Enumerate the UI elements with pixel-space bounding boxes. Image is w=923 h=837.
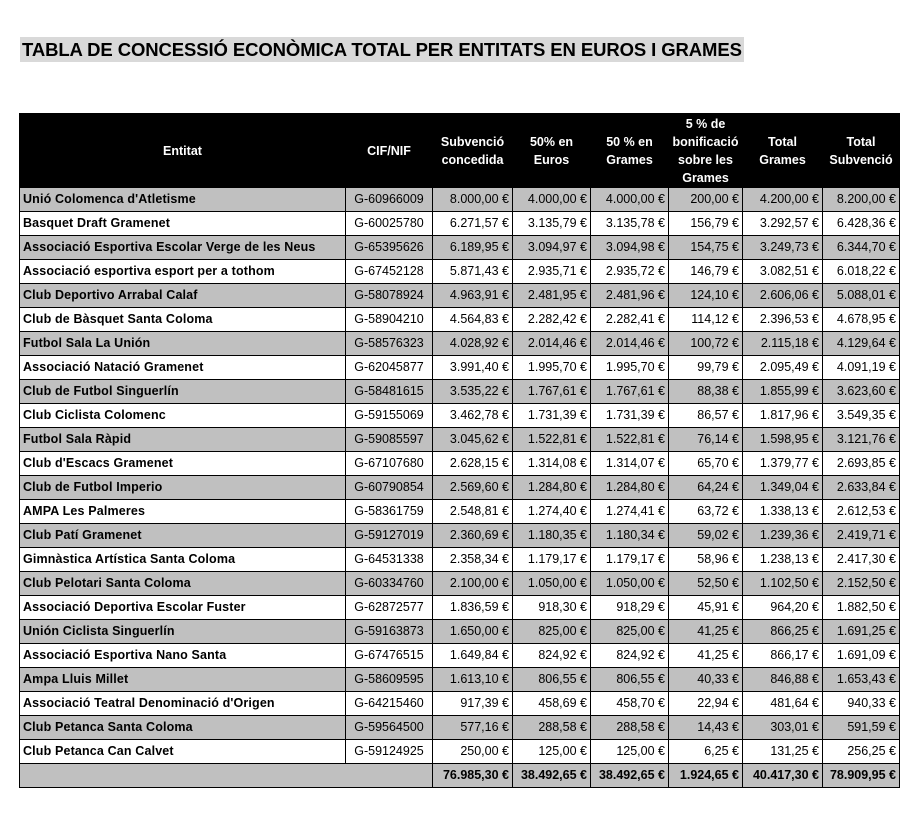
cell-grames: 2.014,46 € — [591, 332, 669, 356]
cell-grames: 825,00 € — [591, 620, 669, 644]
cell-cif: G-59127019 — [346, 524, 433, 548]
cell-subvencio: 2.358,34 € — [433, 548, 513, 572]
table-row — [20, 572, 900, 596]
cell-total-grames: 2.396,53 € — [743, 308, 823, 332]
cell-grames: 1.314,07 € — [591, 452, 669, 476]
cell-total-subvencio: 1.882,50 € — [823, 596, 900, 620]
cell-euros: 825,00 € — [513, 620, 591, 644]
cell-grames: 806,55 € — [591, 668, 669, 692]
cell-total-subvencio: 6.018,22 € — [823, 260, 900, 284]
cell-entitat: AMPA Les Palmeres — [20, 500, 346, 524]
cell-grames: 1.995,70 € — [591, 356, 669, 380]
total-subvencio-sum: 76.985,30 € — [433, 764, 513, 788]
cell-total-grames: 131,25 € — [743, 740, 823, 764]
cell-cif: G-62045877 — [346, 356, 433, 380]
header-row — [20, 114, 900, 188]
header-subvencio: Subvenció concedida — [433, 114, 513, 188]
cell-euros: 1.179,17 € — [513, 548, 591, 572]
cell-bonificacio: 41,25 € — [669, 620, 743, 644]
cell-total-grames: 1.598,95 € — [743, 428, 823, 452]
cell-cif: G-60790854 — [346, 476, 433, 500]
cell-cif: G-58576323 — [346, 332, 433, 356]
cell-cif: G-67476515 — [346, 644, 433, 668]
cell-entitat: Futbol Sala Ràpid — [20, 428, 346, 452]
table-row — [20, 452, 900, 476]
cell-cif: G-59155069 — [346, 404, 433, 428]
cell-grames: 1.731,39 € — [591, 404, 669, 428]
total-grames-sum: 40.417,30 € — [743, 764, 823, 788]
cell-entitat: Futbol Sala La Unión — [20, 332, 346, 356]
cell-entitat: Associació esportiva esport per a tothom — [20, 260, 346, 284]
cell-grames: 824,92 € — [591, 644, 669, 668]
cell-total-grames: 3.292,57 € — [743, 212, 823, 236]
cell-subvencio: 2.100,00 € — [433, 572, 513, 596]
table-row — [20, 500, 900, 524]
cell-euros: 3.135,79 € — [513, 212, 591, 236]
cell-total-grames: 846,88 € — [743, 668, 823, 692]
header-entitat: Entitat — [20, 114, 346, 188]
cell-entitat: Club Petanca Santa Coloma — [20, 716, 346, 740]
cell-total-subvencio: 4.091,19 € — [823, 356, 900, 380]
cell-euros: 1.522,81 € — [513, 428, 591, 452]
table-row — [20, 668, 900, 692]
cell-bonificacio: 41,25 € — [669, 644, 743, 668]
cell-entitat: Associació Natació Gramenet — [20, 356, 346, 380]
cell-grames: 2.481,96 € — [591, 284, 669, 308]
cell-euros: 918,30 € — [513, 596, 591, 620]
cell-total-grames: 1.379,77 € — [743, 452, 823, 476]
cell-subvencio: 1.649,84 € — [433, 644, 513, 668]
cell-grames: 1.179,17 € — [591, 548, 669, 572]
cell-bonificacio: 146,79 € — [669, 260, 743, 284]
table-row — [20, 740, 900, 764]
cell-entitat: Associació Esportiva Nano Santa — [20, 644, 346, 668]
table-row — [20, 404, 900, 428]
cell-total-grames: 866,17 € — [743, 644, 823, 668]
cell-bonificacio: 154,75 € — [669, 236, 743, 260]
cell-entitat: Club Patí Gramenet — [20, 524, 346, 548]
cell-total-subvencio: 1.691,09 € — [823, 644, 900, 668]
cell-grames: 288,58 € — [591, 716, 669, 740]
cell-bonificacio: 59,02 € — [669, 524, 743, 548]
cell-total-grames: 866,25 € — [743, 620, 823, 644]
cell-entitat: Associació Teatral Denominació d'Origen — [20, 692, 346, 716]
cell-bonificacio: 99,79 € — [669, 356, 743, 380]
cell-entitat: Club Petanca Can Calvet — [20, 740, 346, 764]
page-title: TABLA DE CONCESSIÓ ECONÒMICA TOTAL PER ENTITATS EN EUROS I GRAMES — [22, 39, 742, 60]
table-row — [20, 716, 900, 740]
cell-euros: 2.014,46 € — [513, 332, 591, 356]
cell-cif: G-65395626 — [346, 236, 433, 260]
cell-euros: 1.284,80 € — [513, 476, 591, 500]
cell-grames: 1.284,80 € — [591, 476, 669, 500]
cell-entitat: Associació Esportiva Escolar Verge de les Neus — [20, 236, 346, 260]
cell-bonificacio: 64,24 € — [669, 476, 743, 500]
cell-entitat: Club de Futbol Singuerlín — [20, 380, 346, 404]
cell-bonificacio: 40,33 € — [669, 668, 743, 692]
cell-euros: 1.050,00 € — [513, 572, 591, 596]
totals-blank-cell — [20, 764, 433, 788]
table-row — [20, 596, 900, 620]
cell-subvencio: 1.613,10 € — [433, 668, 513, 692]
cell-total-subvencio: 591,59 € — [823, 716, 900, 740]
cell-entitat: Club de Bàsquet Santa Coloma — [20, 308, 346, 332]
cell-bonificacio: 22,94 € — [669, 692, 743, 716]
cell-total-grames: 2.115,18 € — [743, 332, 823, 356]
cell-cif: G-64531338 — [346, 548, 433, 572]
cell-total-grames: 1.338,13 € — [743, 500, 823, 524]
header-euros: 50% en Euros — [513, 114, 591, 188]
cell-entitat: Club Pelotari Santa Coloma — [20, 572, 346, 596]
cell-entitat: Associació Deportiva Escolar Fuster — [20, 596, 346, 620]
cell-cif: G-59564500 — [346, 716, 433, 740]
cell-total-subvencio: 256,25 € — [823, 740, 900, 764]
table-row — [20, 692, 900, 716]
cell-cif: G-58361759 — [346, 500, 433, 524]
cell-euros: 2.935,71 € — [513, 260, 591, 284]
cell-euros: 4.000,00 € — [513, 188, 591, 212]
cell-entitat: Ampa Lluis Millet — [20, 668, 346, 692]
cell-total-grames: 2.606,06 € — [743, 284, 823, 308]
cell-bonificacio: 86,57 € — [669, 404, 743, 428]
cell-grames: 3.135,78 € — [591, 212, 669, 236]
cell-cif: G-58904210 — [346, 308, 433, 332]
cell-total-subvencio: 3.623,60 € — [823, 380, 900, 404]
table-body — [20, 188, 900, 788]
table-row — [20, 356, 900, 380]
cell-total-subvencio: 6.428,36 € — [823, 212, 900, 236]
table-row — [20, 260, 900, 284]
cell-subvencio: 2.628,15 € — [433, 452, 513, 476]
cell-entitat: Unión Ciclista Singuerlín — [20, 620, 346, 644]
cell-total-grames: 1.349,04 € — [743, 476, 823, 500]
cell-euros: 458,69 € — [513, 692, 591, 716]
cell-bonificacio: 58,96 € — [669, 548, 743, 572]
cell-total-subvencio: 3.121,76 € — [823, 428, 900, 452]
table-row — [20, 524, 900, 548]
cell-euros: 2.481,95 € — [513, 284, 591, 308]
table-row — [20, 212, 900, 236]
total-grames-half-sum: 38.492,65 € — [591, 764, 669, 788]
table-row — [20, 380, 900, 404]
table-header — [20, 114, 900, 188]
cell-subvencio: 2.548,81 € — [433, 500, 513, 524]
table-row — [20, 476, 900, 500]
cell-total-subvencio: 1.691,25 € — [823, 620, 900, 644]
cell-cif: G-58609595 — [346, 668, 433, 692]
table-row — [20, 644, 900, 668]
header-grames: 50 % en Grames — [591, 114, 669, 188]
cell-total-subvencio: 8.200,00 € — [823, 188, 900, 212]
cell-bonificacio: 76,14 € — [669, 428, 743, 452]
cell-total-grames: 303,01 € — [743, 716, 823, 740]
cell-subvencio: 4.963,91 € — [433, 284, 513, 308]
cell-entitat: Club Deportivo Arrabal Calaf — [20, 284, 346, 308]
cell-euros: 2.282,42 € — [513, 308, 591, 332]
cell-total-subvencio: 940,33 € — [823, 692, 900, 716]
header-total-subvencio: Total Subvenció — [823, 114, 900, 188]
cell-bonificacio: 65,70 € — [669, 452, 743, 476]
table-row — [20, 236, 900, 260]
table-row — [20, 308, 900, 332]
cell-bonificacio: 114,12 € — [669, 308, 743, 332]
cell-euros: 1.314,08 € — [513, 452, 591, 476]
concession-table — [19, 113, 900, 788]
cell-euros: 125,00 € — [513, 740, 591, 764]
cell-total-subvencio: 2.152,50 € — [823, 572, 900, 596]
table-row — [20, 188, 900, 212]
table-row — [20, 620, 900, 644]
header-bonificacio: 5 % de bonificació sobre les Grames — [669, 114, 743, 188]
total-subvencio-grand: 78.909,95 € — [823, 764, 900, 788]
table-row — [20, 332, 900, 356]
cell-cif: G-67107680 — [346, 452, 433, 476]
cell-euros: 288,58 € — [513, 716, 591, 740]
cell-grames: 2.935,72 € — [591, 260, 669, 284]
cell-subvencio: 2.360,69 € — [433, 524, 513, 548]
cell-subvencio: 6.271,57 € — [433, 212, 513, 236]
cell-subvencio: 4.564,83 € — [433, 308, 513, 332]
cell-subvencio: 8.000,00 € — [433, 188, 513, 212]
cell-subvencio: 3.991,40 € — [433, 356, 513, 380]
cell-total-grames: 964,20 € — [743, 596, 823, 620]
cell-total-subvencio: 2.419,71 € — [823, 524, 900, 548]
cell-euros: 3.094,97 € — [513, 236, 591, 260]
cell-cif: G-67452128 — [346, 260, 433, 284]
cell-total-subvencio: 2.633,84 € — [823, 476, 900, 500]
cell-total-subvencio: 2.417,30 € — [823, 548, 900, 572]
cell-subvencio: 917,39 € — [433, 692, 513, 716]
cell-cif: G-60025780 — [346, 212, 433, 236]
table-row — [20, 284, 900, 308]
header-cif: CIF/NIF — [346, 114, 433, 188]
cell-entitat: Gimnàstica Artística Santa Coloma — [20, 548, 346, 572]
cell-total-subvencio: 1.653,43 € — [823, 668, 900, 692]
cell-euros: 824,92 € — [513, 644, 591, 668]
cell-euros: 1.767,61 € — [513, 380, 591, 404]
cell-bonificacio: 6,25 € — [669, 740, 743, 764]
cell-total-grames: 3.082,51 € — [743, 260, 823, 284]
header-total-grames: Total Grames — [743, 114, 823, 188]
cell-total-grames: 481,64 € — [743, 692, 823, 716]
cell-cif: G-59124925 — [346, 740, 433, 764]
cell-subvencio: 2.569,60 € — [433, 476, 513, 500]
cell-entitat: Club Ciclista Colomenc — [20, 404, 346, 428]
cell-bonificacio: 156,79 € — [669, 212, 743, 236]
cell-entitat: Club de Futbol Imperio — [20, 476, 346, 500]
totals-row — [20, 764, 900, 788]
cell-subvencio: 4.028,92 € — [433, 332, 513, 356]
table-row — [20, 548, 900, 572]
cell-cif: G-62872577 — [346, 596, 433, 620]
cell-euros: 1.995,70 € — [513, 356, 591, 380]
cell-bonificacio: 63,72 € — [669, 500, 743, 524]
cell-subvencio: 3.462,78 € — [433, 404, 513, 428]
cell-grames: 1.050,00 € — [591, 572, 669, 596]
cell-total-grames: 1.239,36 € — [743, 524, 823, 548]
cell-entitat: Basquet Draft Gramenet — [20, 212, 346, 236]
total-euros-sum: 38.492,65 € — [513, 764, 591, 788]
cell-cif: G-59163873 — [346, 620, 433, 644]
cell-euros: 1.180,35 € — [513, 524, 591, 548]
cell-bonificacio: 124,10 € — [669, 284, 743, 308]
cell-bonificacio: 88,38 € — [669, 380, 743, 404]
cell-cif: G-59085597 — [346, 428, 433, 452]
cell-total-subvencio: 3.549,35 € — [823, 404, 900, 428]
cell-total-subvencio: 4.129,64 € — [823, 332, 900, 356]
cell-subvencio: 6.189,95 € — [433, 236, 513, 260]
cell-subvencio: 3.045,62 € — [433, 428, 513, 452]
cell-subvencio: 1.836,59 € — [433, 596, 513, 620]
cell-total-subvencio: 2.693,85 € — [823, 452, 900, 476]
cell-entitat: Unió Colomenca d'Atletisme — [20, 188, 346, 212]
cell-subvencio: 5.871,43 € — [433, 260, 513, 284]
cell-total-grames: 1.102,50 € — [743, 572, 823, 596]
cell-bonificacio: 14,43 € — [669, 716, 743, 740]
total-bonificacio-sum: 1.924,65 € — [669, 764, 743, 788]
cell-total-grames: 3.249,73 € — [743, 236, 823, 260]
cell-bonificacio: 200,00 € — [669, 188, 743, 212]
cell-euros: 806,55 € — [513, 668, 591, 692]
cell-total-subvencio: 4.678,95 € — [823, 308, 900, 332]
cell-bonificacio: 100,72 € — [669, 332, 743, 356]
cell-total-grames: 1.817,96 € — [743, 404, 823, 428]
cell-cif: G-58481615 — [346, 380, 433, 404]
cell-cif: G-64215460 — [346, 692, 433, 716]
cell-subvencio: 577,16 € — [433, 716, 513, 740]
cell-total-grames: 1.238,13 € — [743, 548, 823, 572]
cell-grames: 4.000,00 € — [591, 188, 669, 212]
cell-subvencio: 250,00 € — [433, 740, 513, 764]
cell-total-subvencio: 5.088,01 € — [823, 284, 900, 308]
cell-entitat: Club d'Escacs Gramenet — [20, 452, 346, 476]
cell-grames: 458,70 € — [591, 692, 669, 716]
cell-grames: 1.274,41 € — [591, 500, 669, 524]
cell-total-subvencio: 6.344,70 € — [823, 236, 900, 260]
cell-bonificacio: 52,50 € — [669, 572, 743, 596]
cell-grames: 1.522,81 € — [591, 428, 669, 452]
cell-total-subvencio: 2.612,53 € — [823, 500, 900, 524]
cell-cif: G-58078924 — [346, 284, 433, 308]
cell-total-grames: 1.855,99 € — [743, 380, 823, 404]
cell-subvencio: 1.650,00 € — [433, 620, 513, 644]
cell-bonificacio: 45,91 € — [669, 596, 743, 620]
cell-grames: 1.767,61 € — [591, 380, 669, 404]
cell-cif: G-60966009 — [346, 188, 433, 212]
cell-cif: G-60334760 — [346, 572, 433, 596]
cell-euros: 1.731,39 € — [513, 404, 591, 428]
cell-grames: 1.180,34 € — [591, 524, 669, 548]
cell-subvencio: 3.535,22 € — [433, 380, 513, 404]
cell-grames: 2.282,41 € — [591, 308, 669, 332]
table-row — [20, 428, 900, 452]
cell-grames: 918,29 € — [591, 596, 669, 620]
cell-total-grames: 2.095,49 € — [743, 356, 823, 380]
cell-grames: 125,00 € — [591, 740, 669, 764]
cell-total-grames: 4.200,00 € — [743, 188, 823, 212]
cell-grames: 3.094,98 € — [591, 236, 669, 260]
cell-euros: 1.274,40 € — [513, 500, 591, 524]
